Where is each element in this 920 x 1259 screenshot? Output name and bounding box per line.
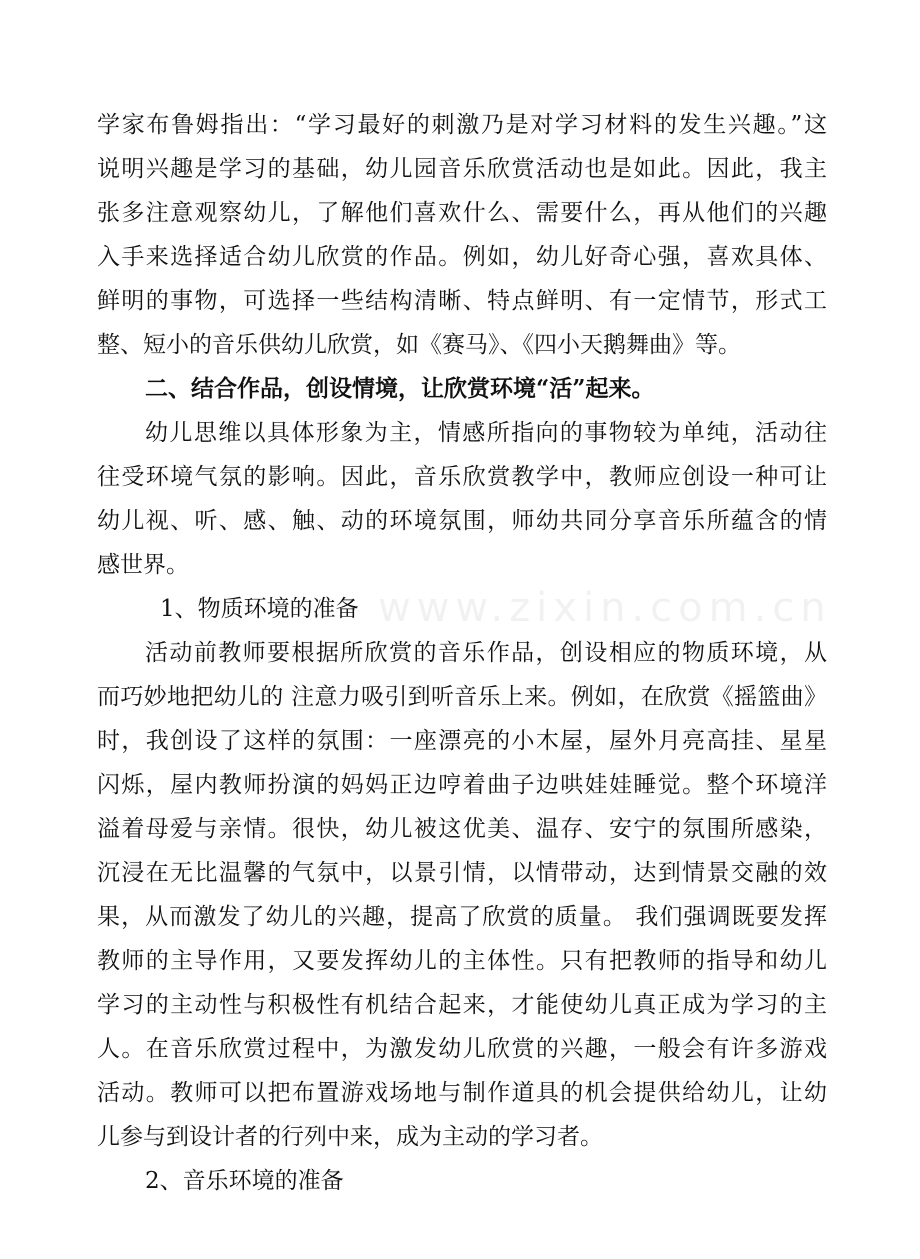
paragraph-line: 往受环境气氛的影响。因此，音乐欣赏教学中，教师应创设一种可让 xyxy=(97,464,827,490)
paragraph-line: 整、短小的音乐供幼儿欣赏，如《赛马》、《四小天鹅舞曲》等。 xyxy=(97,332,741,358)
paragraph-line: 鲜明的事物，可选择一些结构清晰、特点鲜明、有一定情节，形式工 xyxy=(97,288,827,314)
paragraph-line: 学习的主动性与积极性有机结合起来，才能使幼儿真正成为学习的主 xyxy=(97,992,827,1018)
paragraph-line: 沉浸在无比温馨的气氛中，以景引情，以情带动，达到情景交融的效 xyxy=(97,860,827,886)
paragraph-line: 闪烁，屋内教师扮演的妈妈正边哼着曲子边哄娃娃睡觉。整个环境洋 xyxy=(97,772,827,798)
paragraph-line: 幼儿思维以具体形象为主，情感所指向的事物较为单纯，活动往 xyxy=(145,420,827,446)
paragraph-line: 说明兴趣是学习的基础，幼儿园音乐欣赏活动也是如此。因此，我主 xyxy=(97,156,827,182)
subsection-heading: 1、物质环境的准备 xyxy=(160,596,359,622)
paragraph-line: 溢着母爱与亲情。很快，幼儿被这优美、温存、安宁的氛围所感染， xyxy=(97,816,827,842)
paragraph-line: 教师的主导作用，又要发挥幼儿的主体性。只有把教师的指导和幼儿 xyxy=(97,948,827,974)
paragraph-line: 儿参与到设计者的行列中来，成为主动的学习者。 xyxy=(97,1124,603,1150)
subsection-heading: 2、音乐环境的准备 xyxy=(145,1168,344,1194)
paragraph-line: 感世界。 xyxy=(97,552,189,578)
paragraph-line: 时，我创设了这样的氛围：一座漂亮的小木屋，屋外月亮高挂、星星 xyxy=(97,728,827,754)
paragraph-line: 张多注意观察幼儿，了解他们喜欢什么、需要什么，再从他们的兴趣 xyxy=(97,200,827,226)
paragraph-line: 学家布鲁姆指出：“学习最好的刺激乃是对学习材料的发生兴趣。”这 xyxy=(97,112,827,138)
paragraph-line: 而巧妙地把幼儿的 注意力吸引到听音乐上来。例如，在欣赏《摇篮曲》 xyxy=(97,684,827,710)
section-heading: 二、结合作品，创设情境，让欣赏环境“活”起来。 xyxy=(145,375,655,402)
watermark: www.zixin.com.cn xyxy=(378,585,832,631)
paragraph-line: 幼儿视、听、感、触、动的环境氛围，师幼共同分享音乐所蕴含的情 xyxy=(97,508,827,534)
paragraph-line: 入手来选择适合幼儿欣赏的作品。例如，幼儿好奇心强，喜欢具体、 xyxy=(97,244,827,270)
paragraph-line: 活动前教师要根据所欣赏的音乐作品，创设相应的物质环境，从 xyxy=(145,640,827,666)
paragraph-line: 果，从而激发了幼儿的兴趣，提高了欣赏的质量。 我们强调既要发挥 xyxy=(97,904,827,930)
paragraph-line: 人。在音乐欣赏过程中，为激发幼儿欣赏的兴趣，一般会有许多游戏 xyxy=(97,1036,827,1062)
paragraph-line: 活动。教师可以把布置游戏场地与制作道具的机会提供给幼儿，让幼 xyxy=(97,1080,827,1106)
